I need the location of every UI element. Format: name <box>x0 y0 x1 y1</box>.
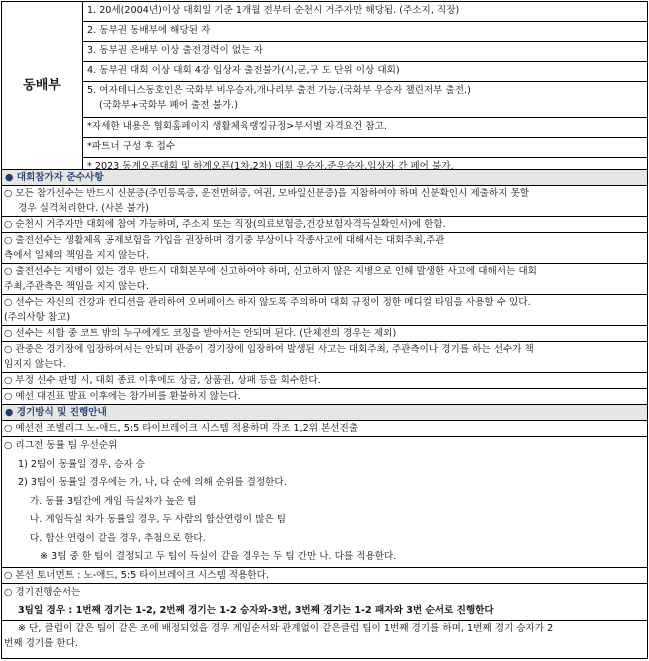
document <box>1 1 648 659</box>
format-item <box>2 437 647 568</box>
rule-line: ○ 관중은 경기장에 입장하여서는 안되며 관중이 경기장에 입장하여 발생된 사고는 대회주최, 주관측이나 경기를 하는 선수가 책 <box>4 344 534 355</box>
format-line: 1) 2팀이 동률일 경우, 승자 승 <box>18 458 145 470</box>
eligibility-row: 4. 동부권 대회 이상 대회 4강 입상자 출전불가(시,군,구 도 단위 이상 대회) <box>83 62 647 82</box>
rule-item <box>2 264 647 295</box>
eligibility-line: 5. 여자테니스동호인은 국화부 비우승자,개나리부 출전 가능.(국화부 우승자 챌린저부 출전.) <box>87 85 471 96</box>
format-line: ○ 경기진행순서는 <box>4 586 81 598</box>
format-line: 2) 3팀이 동률일 경우에는 가, 나, 다 순에 의해 순위를 결정한다. <box>18 477 287 488</box>
eligibility-row: *자세한 내용은 협회홈페이지 생활체육랭킹규정>부서별 자격요건 참고. <box>83 118 647 138</box>
rule-line: ○ 출전선수는 생활체육 공제보험을 가입을 권장하며 경기중 부상이나 각종사고에 대해서는 대회주최,주관 <box>4 235 445 246</box>
eligibility-row: 2. 동부권 동배부에 해당된 자 <box>83 22 647 42</box>
format-line: 나. 게임득실 차가 동률일 경우, 두 사람의 합산연령이 많은 팀 <box>30 514 286 525</box>
rule-line: ○ 선수는 시합 중 코트 밖의 누구에게도 코칭을 받아서는 안되며 된다. (단체전의 경우는 제외) <box>4 328 397 339</box>
eligibility-row: *파트너 구성 후 접수 <box>83 138 647 158</box>
rule-line: ○ 선수는 자신의 건강과 컨디션을 관리하여 오버페이스 하지 않도록 주의하며 대회 규정이 정한 메디컬 타임을 사용할 수 있다. <box>4 297 531 308</box>
format-item <box>2 421 647 437</box>
format-line: 가. 동률 3팀간에 게임 득실차가 높은 팀 <box>30 495 197 507</box>
format-item <box>2 568 647 584</box>
format-line: 다. 합산 연령이 같을 경우, 추첨으로 한다. <box>30 532 206 544</box>
eligibility-row: 1. 20세(2004년)이상 대회일 기준 1개월 전부터 순천시 거주자만 해당됨. (주소지, 직장) <box>83 2 647 22</box>
rules-header: ● 대회참가자 준수사항 <box>2 170 647 186</box>
rule-line: 임지지 않는다. <box>4 359 66 370</box>
rule-line: 주최,주관측은 책임을 지지 않는다. <box>4 281 149 292</box>
eligibility-line: (국화부+국화부 폐어 출전 불가.) <box>99 100 238 111</box>
rule-item <box>2 373 647 389</box>
rule-line: ○ 순천시 거주자만 대회에 참여 가능하며, 주소지 또는 직장(의료보험증,건강보험자격득실확인서)에 한함. <box>4 219 446 230</box>
rule-line: ○ 출전선수는 지병이 있는 경우 반드시 대회본부에 신고하여야 하며, 신고하지 않은 지병으로 인해 발생한 사고에 대해서는 대회 <box>4 266 537 277</box>
rule-item <box>2 326 647 342</box>
rule-item <box>2 342 647 373</box>
eligibility-row: 3. 동부권 은배부 이상 출전경력이 없는 자 <box>83 42 647 62</box>
rule-item <box>2 389 647 405</box>
eligibility-row: * 2023 동계오픈대회 및 하계오픈(1차,2차) 대회 우승자,준우승자,입상자 간 페어 불가. <box>87 161 454 172</box>
rule-item <box>2 295 647 326</box>
eligibility-table <box>2 2 647 170</box>
format-item <box>2 621 647 651</box>
rule-line: ○ 부정 선수 판명 시, 대회 종료 이후에도 상금, 상품권, 상패 등을 회수한다. <box>4 375 321 386</box>
rule-item <box>2 186 647 217</box>
division-title: 동배부 <box>2 2 83 169</box>
format-line: ※ 단, 클럽이 같은 팀이 같은 조에 배정되었을 경우 게임순서와 관계없이 같은클럽 팀이 1번째 경기를 하며, 1번째 경기 승자가 2 <box>18 622 554 634</box>
format-line: ○ 리그전 동률 팀 우선순위 <box>4 440 118 451</box>
rule-line: ○ 예선 대진표 발표 이후에는 참가비를 환불하지 않는다. <box>4 391 241 402</box>
eligibility-row <box>83 82 647 118</box>
format-item <box>2 584 647 621</box>
format-line: ○ 예선전 조별리그 노-애드, 5:5 타이브레이크 시스템 적용하며 각조 1,2위 본선진출 <box>4 423 359 434</box>
rule-line: ○ 모든 참가선수는 반드시 신분증(주민등록증, 운전면허증, 여권, 모바일신분증)을 지참하여야 하며 신분확인시 제출하지 못할 <box>4 188 529 199</box>
format-line: 번째 경기를 한다. <box>4 637 79 649</box>
rule-item <box>2 233 647 264</box>
format-line: ※ 3팀 중 한 팀이 결정되고 두 팀이 득실이 같을 경우는 두 팀 간만 나. 다를 적용한다. <box>40 551 397 562</box>
format-line: ○ 본선 토너먼트 : 노-애드, 5:5 타이브레이크 시스템 적용한다. <box>4 569 269 581</box>
format-header: ● 경기방식 및 진행안내 <box>2 405 647 421</box>
rule-line: 경우 실격처리한다. (사본 불가) <box>18 203 149 214</box>
rule-line: (주의사항 참고) <box>4 312 71 323</box>
format-line: 3팀일 경우 : 1번째 경기는 1-2, 2번째 경기는 1-2 승자와-3번, 3번째 경기는 1-2 패자와 3번 순서로 진행한다 <box>18 604 494 616</box>
rule-item <box>2 217 647 233</box>
rule-line: 측에서 일체의 책임을 지지 않는다. <box>4 250 149 261</box>
eligibility-rows <box>83 2 647 172</box>
